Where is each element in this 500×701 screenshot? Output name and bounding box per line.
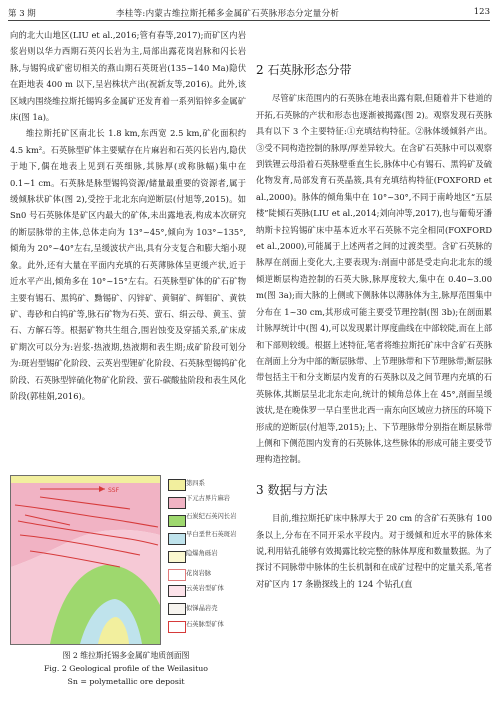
- legend-swatch-shell: [168, 603, 186, 615]
- figure-caption-note: Sn = polymetallic ore deposit: [67, 677, 185, 686]
- right-column: [256, 62, 492, 592]
- quaternary-layer: [11, 476, 160, 483]
- left-column: [10, 27, 246, 404]
- legend-diorite: 石炭纪石英闪长岩: [186, 513, 237, 520]
- legend-quaternary: 第四系: [186, 480, 205, 487]
- issue-number: 第 3 期: [8, 9, 36, 19]
- section-2-paragraph: 尽管矿床范围内的石英脉在地表出露有限,但随着井下巷道的开拓,石英脉的产状和形态也逐渐被揭露(图 2)。观察发现石英脉具有以下 3 个主要特征:①充填结构特征。②脉体缓倾斜产出。③受不同构造控制的脉厚/厚差异较大。在含矿石英脉中可以观察到铁锂云母沿着石英脉壁垂直生长,脉体中心有锡石、黑钨矿及硫化物发育,局部发育石英晶簇,具有充填结构特征(FOXFORD et al.,2000)。脉体的倾角集中在 10°~30°,不同于南岭地区“五层楼”陡倾石英脉(LIU et al.,2014;刘向冲等,2017),也与葡萄牙潘纳斯卡拉钨锡矿床中基本近水平石英脉不完全相同(FOXFORD et al.,2000),可能属于上述两者之间的过渡类型。含矿石英脉的脉厚在剖面上变化大,主要表现为:剖面中部是受走向北北东的缓倾逆断层构造控制的石英大脉,脉厚度较大,集中在 0.40~3.00 m(图 3a);而大脉的上侧或下侧脉体以薄脉体为主,脉厚范围集中分布在 1~30 cm,其形成可能主要受节理控制(图 3b);在剖面累计脉厚统计中(图 4),可以发现累计厚度曲线在中部较陡,而在上部和下部则较缓。根据上述特征,笔者将维拉斯托矿床中含矿石英脉在剖面上分为中部的断层脉带、上节理脉带和下节理脉带;断层脉带包括主干和分支断层内发育的石英脉以及之间节理内充填的石英脉体,其断层呈北北东走向,统计的倾角总体上在 45°,剖面呈缓波状,是在晚侏罗一早白垩世北西一南东向区域应力挤压的环境下形成的逆断层(付旭等,2015);上、下节理脉带分别指在断层脉带上侧和下侧范围内发育的石英脉体,这些脉体的形成可能主要受节理构造控制。: [256, 93, 492, 465]
- section-2-title: 2 石英脉形态分带: [256, 63, 352, 77]
- running-title: 李桂等:内蒙古维拉斯托稀多金属矿石英脉形态分定量分析: [116, 9, 340, 19]
- legend-shell: 似锑晶岩壳: [186, 605, 218, 612]
- page-header: [8, 6, 490, 21]
- legend-porphyry: 早白垩世石英斑岩: [186, 531, 237, 538]
- left-paragraph-2: 维拉斯托矿区南北长 1.8 km,东西宽 2.5 km,矿化面积约 4.5 km²。石英脉型矿体主要赋存在片麻岩和石英闪长岩内,隐伏于地下,偶在地表上见到石英细脉,其脉厚(或称脉幅)集中在 0.1~1 cm。石英脉是脉型锡钨资源/储量最重要的资源者,属于缓倾脉状矿体(图 2),受控于北北东向逆断层(付旭等,2015)。如 Sn0 号石英脉体是矿区内最大的矿体,未出露地表,构成本次研究的断层脉带的主体,总体走向为 13°~45°,倾向为 103°~135°,倾角为 20°~40°左右,呈缓波状产出,具有分支复合和膨大缩小现象。此外,还有大量在平面内充填的石英薄脉体呈更缓产状,近于近水平产出,倾角多在 10°~15°左右。石英脉型矿体的矿石矿物主要有锡石、黑钨矿、黝锡矿、闪锌矿、黄铜矿、辉钼矿、黄铁矿、毒砂和白钨矿等,脉石矿物为石英、萤石、绢云母、黄玉、萤石、方解石等。根据矿物共生组合,围岩蚀变及穿插关系,矿床成矿期次可以分为:岩浆-热液期,热液期和表生期;成矿阶段可划分为:斑岩型锡矿化阶段、云英岩型锂矿化阶段、石英脉型锡钨矿化阶段、石英脉型锌硫化物矿化阶段、萤石-碳酸盐阶段和表生风化阶段(郭桂娟,2016)。: [10, 128, 246, 401]
- legend-greisen: 云英岩型矿体: [186, 585, 224, 592]
- legend-swatch-diorite: [168, 515, 186, 527]
- legend-quartz-vein: 石英脉型矿体: [186, 621, 224, 628]
- legend-swatch-gneiss: [168, 497, 186, 509]
- legend-gneiss: 下元古界片麻岩: [186, 495, 231, 502]
- figure-caption-cn: 图 2 维拉斯托锡多金属矿地质剖面图: [62, 651, 190, 660]
- left-paragraph-1: 向的北大山地区(LIU et al.,2016;管有春等,2017);而矿区内岩浆岩则以华力西期石英闪长岩为主,局部出露花岗岩脉和闪长岩脉,与锡钨成矿密切相关的燕山期石英斑岩(135~140 Ma)隐伏在距地表 400 m 以下,呈岩株状产出(祝新友等,2016)。此外,该区域内围绕维拉斯托锡钨多金属矿还发育着一系列铅锌多金属矿床(图 1a)。: [10, 30, 246, 123]
- page-number: 123: [473, 7, 490, 17]
- legend-swatch-quartz-vein: [168, 621, 186, 633]
- legend-swatch-greisen: [168, 585, 186, 597]
- legend-swatch-granite-dike: [168, 569, 186, 581]
- section-3-paragraph: 目前,维拉斯托矿床中脉厚大于 20 cm 的含矿石英脉有 100 条以上,分布在不同开采水平段内。对于缓倾和近水平的脉体来说,利用钻孔能够有效揭露比较完整的脉体厚度和数量数据。为了探讨不同脉带中脉体的生长机制和在成矿过程中的定量关系,笔者对矿区内 17 条勘探线上的 124 个钻孔(直: [256, 513, 492, 589]
- legend-breccia: 隐爆角砾岩: [186, 550, 218, 557]
- figure-caption-en: Fig. 2 Geological profile of the Weilasituo: [44, 664, 208, 673]
- legend-swatch-quaternary: [168, 479, 186, 491]
- ssf-label: SSF: [108, 487, 120, 494]
- legend-granite-dike: 花岗岩脉: [186, 570, 212, 577]
- figure-2-cross-section: [10, 475, 242, 645]
- section-3-title: 3 数据与方法: [256, 482, 328, 497]
- legend-swatch-porphyry: [168, 533, 186, 545]
- legend-swatch-breccia: [168, 551, 186, 563]
